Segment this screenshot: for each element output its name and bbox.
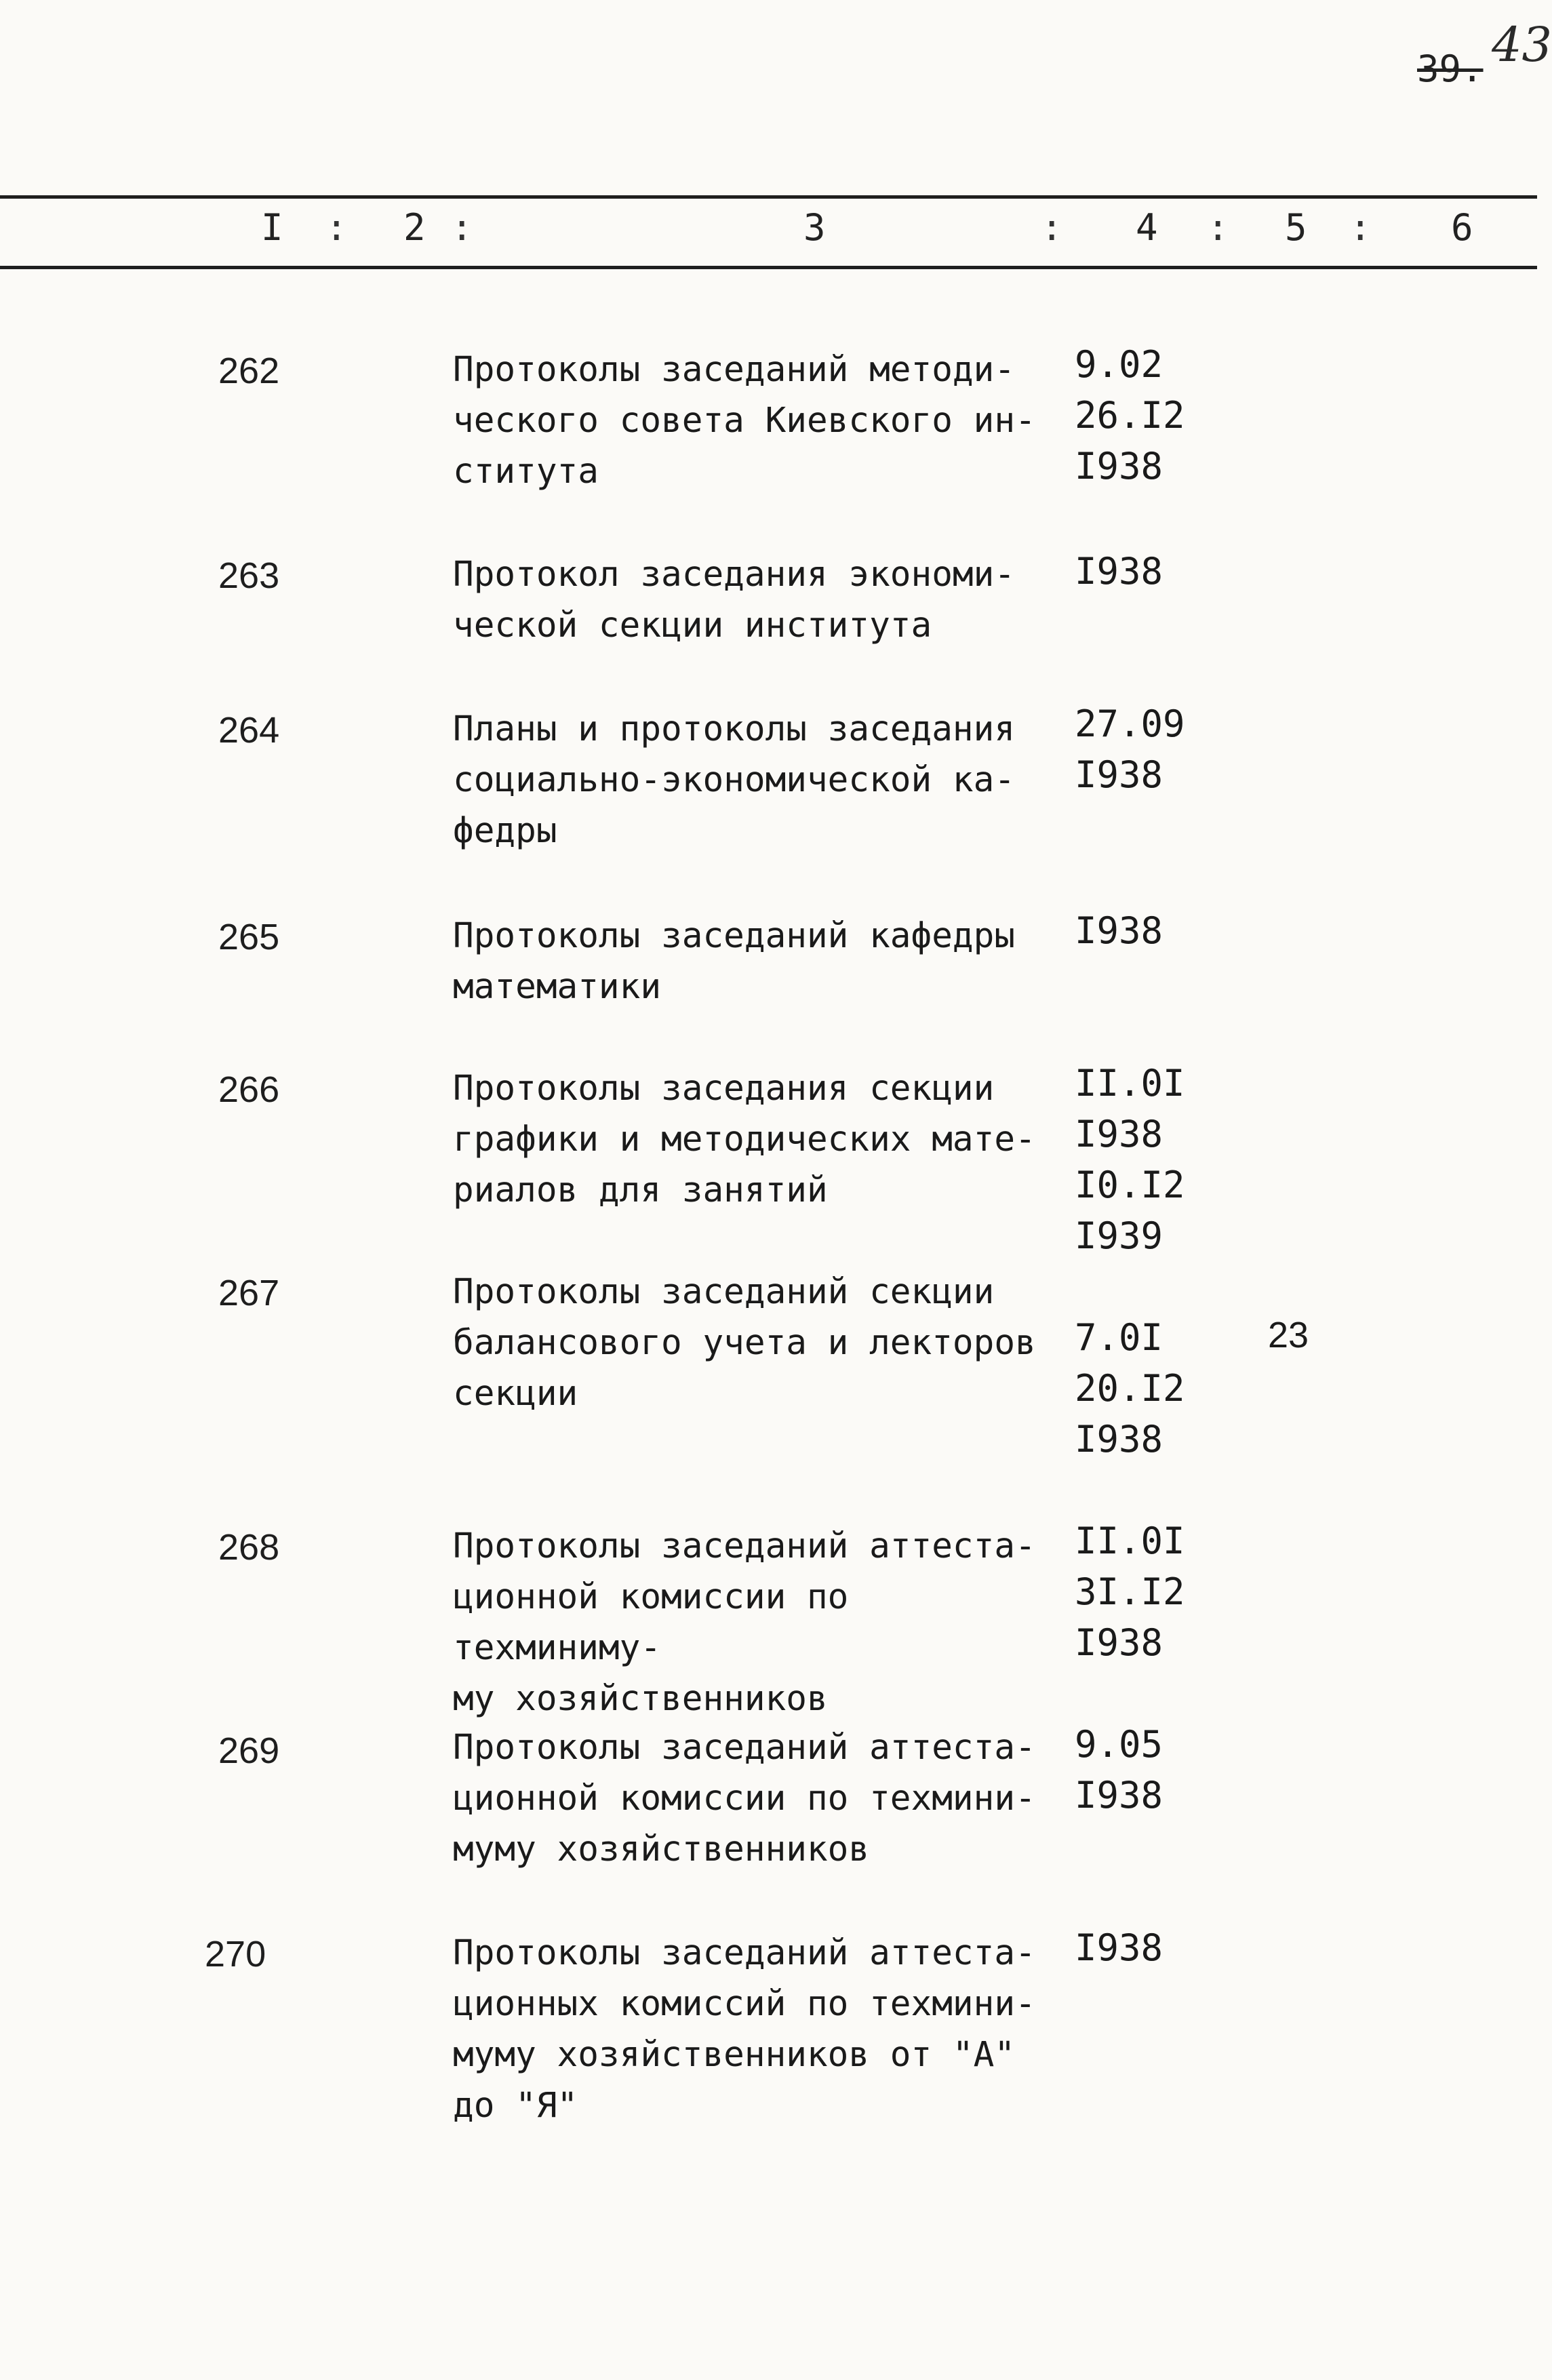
entry-date: II.0I — [1075, 1062, 1185, 1105]
entry-date: I938 — [1075, 909, 1163, 952]
column-header-1: I — [261, 206, 283, 249]
column-header-2: 2 — [403, 206, 426, 249]
entry-dates — [1075, 1922, 1163, 1973]
entry-dates — [1075, 1719, 1163, 1821]
column-header-3: 3 — [803, 206, 826, 249]
entry-date: 26.I2 — [1075, 394, 1185, 437]
entry-dates — [1075, 905, 1163, 956]
entry-number: 269 — [218, 1730, 280, 1771]
column-separator: : — [1207, 206, 1229, 249]
entry-date: 9.02 — [1075, 343, 1163, 386]
entry-title: Протоколы заседаний методи- ческого совета Киевского ин- ститута — [453, 350, 1036, 492]
entry-title: Протоколы заседаний секции балансового учета и лекторов секции — [453, 1272, 1036, 1414]
column-separator: : — [325, 206, 348, 249]
entry-date: II.0I — [1075, 1520, 1185, 1562]
entry-number: 266 — [218, 1069, 280, 1110]
entry-date: 3I.I2 — [1075, 1570, 1185, 1613]
entry-date: I0.I2 — [1075, 1164, 1185, 1206]
archive-mark: 43 — [1492, 17, 1552, 73]
entry-date: I938 — [1075, 1621, 1163, 1664]
entry-title: Протоколы заседаний кафедры математики — [453, 916, 1016, 1007]
entry-number: 265 — [218, 917, 280, 957]
entry-dates — [1075, 1058, 1185, 1261]
entry-date: I939 — [1075, 1214, 1163, 1257]
entry-date: I938 — [1075, 1926, 1163, 1969]
entry-title: Протоколы заседаний аттеста- ционных комиссий по техмини- муму хозяйственников от "А" до "Я" — [453, 1933, 1036, 2126]
entry-number: 270 — [205, 1934, 266, 1975]
entry-title: Протоколы заседаний аттеста- ционной комиссии по техмини- муму хозяйственников — [453, 1728, 1036, 1869]
sheet-number: 39. — [1417, 47, 1484, 90]
entry-number: 262 — [218, 351, 280, 391]
entry-date: 27.09 — [1075, 702, 1185, 745]
header-rule-bottom — [0, 266, 1537, 269]
entry-date: I938 — [1075, 753, 1163, 796]
entry-title: Протоколы заседания секции графики и методических мате- риалов для занятий — [453, 1069, 1036, 1210]
entry-dates — [1075, 698, 1185, 800]
entry-date: I938 — [1075, 445, 1163, 488]
entry-date: I938 — [1075, 1774, 1163, 1817]
entry-date: 7.0I — [1075, 1316, 1163, 1359]
entry-sheet-count: 23 — [1268, 1315, 1309, 1355]
entry-number: 268 — [218, 1527, 280, 1568]
column-header-5: 5 — [1285, 206, 1307, 249]
column-header-6: 6 — [1451, 206, 1473, 249]
column-separator: : — [451, 206, 473, 249]
entry-dates — [1075, 1515, 1185, 1668]
entry-dates — [1075, 339, 1185, 492]
entry-title: Протоколы заседаний аттеста- ционной комиссии по техминиму- му хозяйственников — [453, 1526, 1036, 1719]
entry-date: I938 — [1075, 1418, 1163, 1461]
entry-date: 20.I2 — [1075, 1367, 1185, 1410]
entry-title: Планы и протоколы заседания социально-экономической ка- федры — [453, 709, 1016, 851]
entry-number: 263 — [218, 555, 280, 596]
entry-title: Протокол заседания экономи- ческой секции института — [453, 555, 1016, 646]
column-separator: : — [1349, 206, 1372, 249]
entry-date: I938 — [1075, 550, 1163, 593]
column-header-4: 4 — [1136, 206, 1158, 249]
header-rule-top — [0, 195, 1537, 199]
column-separator: : — [1041, 206, 1063, 249]
entry-number: 267 — [218, 1273, 280, 1313]
entry-date: 9.05 — [1075, 1723, 1163, 1766]
entry-date: I938 — [1075, 1113, 1163, 1155]
entry-dates — [1075, 1312, 1185, 1465]
entry-number: 264 — [218, 710, 280, 751]
entry-dates — [1075, 546, 1163, 597]
